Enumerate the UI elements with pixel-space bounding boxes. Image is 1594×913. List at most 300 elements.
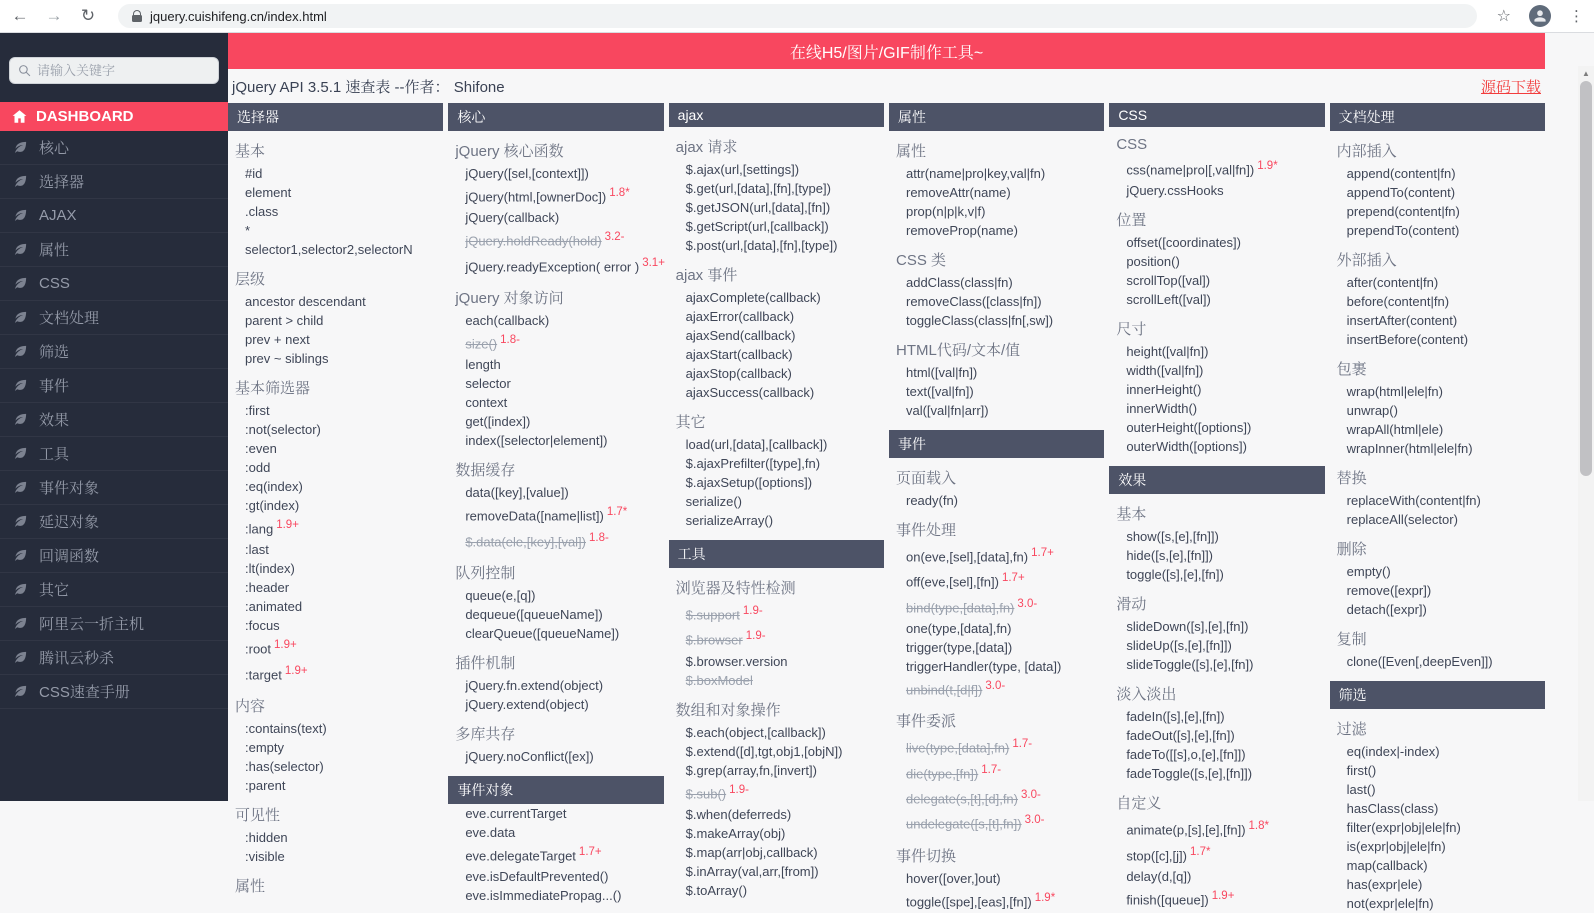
- api-link-label: context: [465, 395, 508, 411]
- section-title: ajax 事件: [675, 267, 738, 284]
- section-title: 淡入淡出: [1116, 686, 1177, 704]
- api-link[interactable]: [448, 886, 663, 905]
- api-link[interactable]: [1330, 439, 1545, 458]
- api-link[interactable]: [1109, 726, 1324, 745]
- api-link-label: empty(): [1346, 564, 1391, 579]
- url-text[interactable]: jquery.cuishifeng.cn/index.html: [150, 8, 327, 24]
- api-link[interactable]: [1330, 761, 1545, 780]
- api-link[interactable]: [448, 227, 663, 252]
- api-link[interactable]: [448, 393, 663, 412]
- api-link-label: append(content|fn): [1346, 166, 1456, 181]
- api-link[interactable]: [889, 382, 1104, 401]
- api-link[interactable]: [228, 616, 443, 635]
- section-title: CSS 类: [895, 252, 946, 269]
- api-link[interactable]: [228, 202, 443, 221]
- section-title: 位置: [1116, 212, 1147, 230]
- sidebar-nav: [0, 131, 228, 709]
- api-link[interactable]: [1330, 491, 1545, 510]
- api-link[interactable]: [1109, 437, 1324, 456]
- api-link[interactable]: [1109, 342, 1324, 361]
- section-title: 删除: [1336, 541, 1367, 558]
- api-link[interactable]: [448, 164, 663, 183]
- api-link-label: size(): [465, 336, 498, 352]
- leaf-icon: [13, 174, 28, 189]
- version-badge: 1.7+: [1001, 572, 1025, 585]
- api-link[interactable]: [669, 601, 884, 626]
- api-link[interactable]: [889, 638, 1104, 657]
- section-title: 复制: [1336, 631, 1367, 648]
- section-title: 属性: [235, 877, 266, 895]
- api-link[interactable]: [669, 671, 884, 690]
- api-link[interactable]: [1330, 202, 1545, 221]
- api-link[interactable]: [1330, 183, 1545, 202]
- sidebar-item[interactable]: [0, 641, 228, 675]
- api-link[interactable]: [669, 862, 884, 881]
- api-link[interactable]: [889, 810, 1104, 835]
- section-title: CSS: [1116, 136, 1148, 153]
- api-link[interactable]: [889, 543, 1104, 568]
- api-link[interactable]: [889, 311, 1104, 330]
- api-link-label: toggle([s],[e],[fn]): [1126, 567, 1224, 583]
- api-link-label: fadeIn([s],[e],[fn]): [1126, 709, 1225, 725]
- api-link[interactable]: [669, 742, 884, 761]
- api-link[interactable]: [448, 355, 663, 374]
- api-link[interactable]: [669, 761, 884, 780]
- api-link-label: :gt(index): [245, 498, 300, 513]
- api-link-label: toggle([spe],[eas],[fn]): [905, 893, 1032, 909]
- api-link-label: on(eve,[sel],[data],fn): [905, 549, 1029, 565]
- api-link[interactable]: [889, 760, 1104, 785]
- api-link-label: :eq(index): [245, 479, 303, 494]
- api-link[interactable]: [669, 511, 884, 530]
- api-link-label: $.getScript(url,[callback]): [685, 219, 829, 234]
- api-link[interactable]: [669, 473, 884, 492]
- api-link[interactable]: [669, 345, 884, 364]
- api-link[interactable]: [1109, 399, 1324, 418]
- sidebar-item[interactable]: [0, 233, 228, 267]
- api-link[interactable]: [889, 869, 1104, 888]
- api-link[interactable]: [448, 374, 663, 393]
- api-link-label: jQuery(html,[ownerDoc]): [465, 189, 607, 205]
- api-link[interactable]: [669, 383, 884, 402]
- section-title: 队列控制: [455, 564, 516, 582]
- api-link[interactable]: [448, 431, 663, 450]
- api-link[interactable]: [228, 330, 443, 349]
- api-link[interactable]: [448, 695, 663, 714]
- api-link[interactable]: [1109, 886, 1324, 911]
- api-link-label: :not(selector): [245, 422, 321, 437]
- api-link[interactable]: [448, 208, 663, 227]
- api-link-label: eve.isImmediatePropag...(): [465, 888, 622, 904]
- api-link[interactable]: [448, 483, 663, 502]
- api-link-label: queue(e,[q]): [465, 587, 536, 603]
- sidebar-item[interactable]: [0, 403, 228, 437]
- sidebar-item-label: 腾讯云秒杀: [39, 650, 115, 667]
- api-link[interactable]: [1109, 867, 1324, 886]
- version-badge: 1.7-: [1012, 738, 1033, 751]
- api-link[interactable]: [228, 757, 443, 776]
- api-link[interactable]: [228, 578, 443, 597]
- section-title: 基本筛选器: [235, 380, 311, 397]
- api-link-label: slideDown([s],[e],[fn]): [1126, 619, 1249, 635]
- api-link[interactable]: [889, 221, 1104, 240]
- api-link[interactable]: [889, 676, 1104, 701]
- column-header: 效果: [1109, 466, 1324, 494]
- api-link[interactable]: [1109, 252, 1324, 271]
- api-link[interactable]: [889, 363, 1104, 382]
- api-link[interactable]: [1330, 273, 1545, 292]
- api-link-label: ajaxStop(callback): [685, 366, 792, 381]
- version-badge: 1.7+: [578, 845, 602, 858]
- version-badge: 3.0-: [1021, 788, 1041, 801]
- leaf-icon: [13, 276, 28, 291]
- api-link-label: $.ajaxPrefilter([type],fn): [685, 456, 821, 471]
- api-link[interactable]: [1109, 636, 1324, 655]
- api-link[interactable]: [1330, 330, 1545, 349]
- api-link[interactable]: [228, 738, 443, 757]
- api-link-label: fadeOut([s],[e],[fn]): [1126, 728, 1235, 744]
- api-link-label: data([key],[value]): [465, 485, 569, 501]
- api-link[interactable]: [1109, 745, 1324, 764]
- api-link[interactable]: [1330, 600, 1545, 619]
- sidebar-item-label: 其它: [39, 582, 70, 599]
- api-link[interactable]: [1330, 818, 1545, 837]
- home-icon: [12, 109, 27, 124]
- api-link[interactable]: [889, 401, 1104, 420]
- api-link-label: prependTo(content): [1346, 223, 1460, 238]
- api-link[interactable]: [1330, 581, 1545, 600]
- api-link[interactable]: [669, 288, 884, 307]
- api-link-label: attr(name|pro|key,val|fn): [905, 166, 1046, 181]
- reload-icon[interactable]: ↻: [80, 6, 96, 25]
- api-link[interactable]: [1330, 837, 1545, 856]
- search-box[interactable]: [9, 57, 219, 84]
- api-link[interactable]: [1109, 546, 1324, 565]
- api-link-label: $.get(url,[data],[fn],[type]): [685, 181, 831, 196]
- api-link[interactable]: [1330, 799, 1545, 818]
- api-link[interactable]: [1330, 742, 1545, 761]
- api-link[interactable]: [1330, 510, 1545, 529]
- section-title: 基本: [1116, 506, 1147, 524]
- version-badge: 1.7+: [1031, 547, 1054, 559]
- section-title: 页面载入: [895, 470, 956, 487]
- api-link[interactable]: [228, 828, 443, 847]
- api-link[interactable]: [448, 253, 663, 278]
- api-link[interactable]: [669, 198, 884, 217]
- api-link[interactable]: [1330, 875, 1545, 894]
- leaf-icon: [13, 344, 28, 359]
- api-link[interactable]: [1330, 652, 1545, 671]
- leaf-icon: [13, 140, 28, 155]
- api-link[interactable]: [228, 221, 443, 240]
- title-row: [228, 69, 1545, 103]
- api-link[interactable]: [1109, 156, 1324, 181]
- sidebar-item[interactable]: [0, 131, 228, 165]
- api-link[interactable]: [448, 586, 663, 605]
- api-link[interactable]: [228, 776, 443, 795]
- api-link-label: animate(p,[s],[e],[fn]): [1126, 822, 1246, 838]
- api-link-label: :has(selector): [245, 758, 324, 774]
- address-bar[interactable]: [118, 4, 1477, 28]
- api-link-label: val([val|fn|arr]): [905, 403, 989, 418]
- api-link[interactable]: [228, 439, 443, 458]
- api-link-label: jQuery(callback): [465, 210, 560, 226]
- api-link-label: jQuery.cssHooks: [1126, 183, 1224, 199]
- api-link[interactable]: [1109, 617, 1324, 636]
- section-title: 多库共存: [455, 725, 516, 743]
- api-link-label: eve.currentTarget: [465, 805, 567, 821]
- api-link[interactable]: [448, 867, 663, 886]
- sidebar-item[interactable]: [0, 573, 228, 607]
- scrollbar-thumb[interactable]: [1580, 81, 1592, 476]
- scrollbar[interactable]: [1578, 66, 1594, 801]
- api-link[interactable]: [1330, 420, 1545, 439]
- section-title: 事件切换: [895, 847, 956, 865]
- sidebar-item-label: 筛选: [39, 344, 70, 361]
- api-link[interactable]: [889, 594, 1104, 619]
- sidebar-item[interactable]: [0, 539, 228, 573]
- api-link[interactable]: [669, 326, 884, 345]
- api-link[interactable]: [228, 292, 443, 311]
- section-title: HTML代码/文本/值: [895, 342, 1021, 359]
- leaf-icon: [13, 650, 28, 665]
- sidebar-item[interactable]: [0, 335, 228, 369]
- api-link[interactable]: [889, 292, 1104, 311]
- sidebar-item[interactable]: [0, 301, 228, 335]
- sidebar-item[interactable]: [0, 471, 228, 505]
- api-link[interactable]: [889, 273, 1104, 292]
- bookmark-star-icon[interactable]: ☆: [1496, 8, 1511, 25]
- api-link[interactable]: [228, 477, 443, 496]
- api-link[interactable]: [228, 164, 443, 183]
- section-title: 尺寸: [1116, 321, 1147, 339]
- sidebar-item[interactable]: [0, 505, 228, 539]
- api-link-label: triggerHandler(type, [data]): [905, 658, 1062, 674]
- api-link-label: jQuery.fn.extend(object): [465, 677, 604, 693]
- api-link[interactable]: [1109, 418, 1324, 437]
- api-link[interactable]: [669, 626, 884, 651]
- api-link-label: ajaxComplete(callback): [685, 290, 821, 305]
- api-link[interactable]: [669, 780, 884, 805]
- api-link[interactable]: [448, 412, 663, 431]
- api-link-label: delay(d,[q]): [1126, 868, 1192, 884]
- api-link[interactable]: [889, 491, 1104, 510]
- api-link[interactable]: [228, 349, 443, 368]
- api-link[interactable]: [669, 492, 884, 511]
- back-icon[interactable]: ←: [11, 6, 29, 25]
- api-link[interactable]: [448, 502, 663, 527]
- api-link[interactable]: [889, 568, 1104, 593]
- api-link-label: undelegate([s,[t],fn]): [905, 816, 1022, 832]
- api-link[interactable]: [889, 202, 1104, 221]
- api-link[interactable]: [1330, 856, 1545, 875]
- api-link[interactable]: [228, 847, 443, 866]
- api-link[interactable]: [1109, 707, 1324, 726]
- api-link[interactable]: [448, 823, 663, 842]
- api-link[interactable]: [1109, 181, 1324, 200]
- api-link[interactable]: [889, 888, 1104, 913]
- api-link-label: not(expr|ele|fn): [1346, 896, 1434, 911]
- api-link[interactable]: [669, 364, 884, 383]
- api-link[interactable]: [889, 183, 1104, 202]
- api-link[interactable]: [1330, 311, 1545, 330]
- sidebar-item-label: AJAX: [39, 207, 77, 224]
- api-link[interactable]: [669, 881, 884, 900]
- version-badge: 1.7-: [981, 763, 1002, 776]
- api-column: [228, 103, 443, 899]
- api-link[interactable]: [1330, 401, 1545, 420]
- sidebar-item[interactable]: [0, 369, 228, 403]
- api-link-label: clone([Even[,deepEven]]): [1346, 654, 1493, 669]
- api-columns: [228, 103, 1545, 913]
- sidebar-item[interactable]: [0, 165, 228, 199]
- api-link[interactable]: [1330, 164, 1545, 183]
- version-badge: 1.7*: [1190, 845, 1211, 858]
- api-link[interactable]: [1330, 221, 1545, 240]
- api-link[interactable]: [1330, 562, 1545, 581]
- leaf-icon: [13, 378, 28, 393]
- api-link[interactable]: [448, 842, 663, 867]
- version-badge: 3.1+: [642, 256, 665, 269]
- sidebar-item[interactable]: [0, 437, 228, 471]
- api-link[interactable]: [669, 652, 884, 671]
- promo-banner[interactable]: 在线H5/图片/GIF制作工具~: [228, 33, 1545, 69]
- column-header: 工具: [669, 540, 884, 568]
- api-link-label: removeProp(name): [905, 223, 1018, 238]
- api-link-label: filter(expr|obj|ele|fn): [1346, 820, 1461, 835]
- api-link-label: clearQueue([queueName]): [465, 625, 620, 641]
- section-title: 自定义: [1116, 795, 1162, 813]
- api-link-label: :animated: [245, 599, 303, 615]
- api-link[interactable]: [228, 540, 443, 559]
- sidebar-item[interactable]: [0, 267, 228, 301]
- api-link[interactable]: [448, 624, 663, 643]
- api-link-label: prev + next: [245, 332, 310, 347]
- api-link[interactable]: [669, 805, 884, 824]
- search-input[interactable]: [37, 63, 187, 78]
- api-link-label: $.when(deferreds): [685, 806, 792, 822]
- api-link[interactable]: [1109, 816, 1324, 841]
- api-link[interactable]: [889, 734, 1104, 759]
- api-link[interactable]: [889, 785, 1104, 810]
- api-link[interactable]: [669, 454, 884, 473]
- api-link[interactable]: [669, 217, 884, 236]
- api-link[interactable]: [669, 236, 884, 255]
- api-link[interactable]: [669, 824, 884, 843]
- api-link[interactable]: [669, 723, 884, 742]
- api-link[interactable]: [1109, 764, 1324, 783]
- api-link[interactable]: [228, 496, 443, 515]
- api-link[interactable]: [1330, 292, 1545, 311]
- api-link-label: $.map(arr|obj,callback): [685, 844, 818, 860]
- menu-dots-icon[interactable]: ⋮: [1569, 8, 1584, 25]
- api-link[interactable]: [1109, 233, 1324, 252]
- api-link-label: element: [245, 185, 292, 200]
- api-link[interactable]: [1109, 380, 1324, 399]
- scrollbar-up-icon[interactable]: ▲: [1582, 68, 1590, 78]
- sidebar-item[interactable]: [0, 607, 228, 641]
- api-link-label: serialize(): [685, 494, 742, 509]
- api-link[interactable]: [228, 661, 443, 686]
- api-link[interactable]: [228, 183, 443, 202]
- forward-icon[interactable]: →: [45, 6, 63, 25]
- api-link-label: eve.data: [465, 824, 516, 840]
- api-link[interactable]: [228, 458, 443, 477]
- api-link[interactable]: [448, 311, 663, 330]
- api-link[interactable]: [669, 307, 884, 326]
- api-link[interactable]: [669, 160, 884, 179]
- api-link[interactable]: [1109, 527, 1324, 546]
- api-link-label: scrollTop([val]): [1126, 273, 1211, 289]
- api-link[interactable]: [1109, 655, 1324, 674]
- api-link[interactable]: [228, 240, 443, 259]
- api-link[interactable]: [228, 597, 443, 616]
- api-link[interactable]: [448, 183, 663, 208]
- sidebar-item-dashboard[interactable]: [0, 102, 228, 131]
- api-link[interactable]: [1330, 894, 1545, 913]
- api-link[interactable]: [1109, 290, 1324, 309]
- api-link[interactable]: [228, 559, 443, 578]
- api-link-label: innerWidth(): [1126, 401, 1198, 417]
- source-download-link[interactable]: 源码下载: [1480, 78, 1541, 96]
- sidebar: [0, 33, 228, 801]
- api-link[interactable]: [448, 676, 663, 695]
- api-link[interactable]: [889, 619, 1104, 638]
- column-header: 事件: [889, 430, 1104, 458]
- api-link[interactable]: [669, 843, 884, 862]
- api-link[interactable]: [448, 747, 663, 766]
- api-link[interactable]: [228, 515, 443, 540]
- sidebar-item[interactable]: [0, 199, 228, 233]
- api-link-label: show([s,[e],[fn]]): [1126, 529, 1219, 545]
- api-link[interactable]: [228, 311, 443, 330]
- api-link-label: width([val|fn]): [1126, 363, 1204, 379]
- api-link[interactable]: [1109, 842, 1324, 867]
- api-link[interactable]: [228, 719, 443, 738]
- api-link-label: :even: [245, 441, 277, 456]
- api-link[interactable]: [1109, 565, 1324, 584]
- api-link-label: $.getJSON(url,[data],[fn]): [685, 200, 831, 215]
- api-link[interactable]: [228, 635, 443, 660]
- api-link[interactable]: [669, 179, 884, 198]
- version-badge: 1.8*: [1248, 820, 1269, 833]
- api-link[interactable]: [889, 164, 1104, 183]
- api-link[interactable]: [228, 420, 443, 439]
- section-title: 替换: [1336, 470, 1367, 487]
- profile-avatar[interactable]: [1529, 5, 1551, 27]
- api-link-label: :target: [245, 666, 282, 682]
- api-link[interactable]: [1109, 271, 1324, 290]
- api-link-label: has(expr|ele): [1346, 877, 1423, 892]
- api-link-label: $.support: [685, 607, 740, 623]
- api-link[interactable]: [669, 435, 884, 454]
- leaf-icon: [13, 412, 28, 427]
- api-link[interactable]: [448, 330, 663, 355]
- api-link[interactable]: [448, 605, 663, 624]
- api-link-label: removeAttr(name): [905, 185, 1011, 200]
- sidebar-item[interactable]: [0, 675, 228, 709]
- api-link[interactable]: [1109, 361, 1324, 380]
- api-link[interactable]: [448, 528, 663, 553]
- api-link[interactable]: [889, 657, 1104, 676]
- api-link-label: :first: [245, 403, 270, 418]
- api-link[interactable]: [228, 401, 443, 420]
- api-link-label: $.sub(): [685, 785, 727, 801]
- api-link[interactable]: [1330, 382, 1545, 401]
- api-link-label: get([index]): [465, 414, 531, 430]
- api-link[interactable]: [1330, 780, 1545, 799]
- api-link[interactable]: [448, 804, 663, 823]
